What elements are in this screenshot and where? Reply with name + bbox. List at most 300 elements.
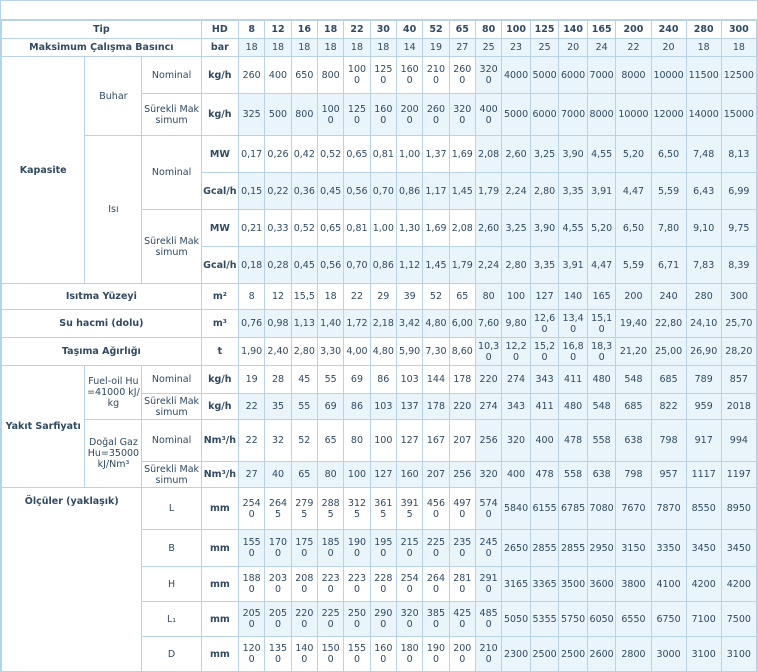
value-cell: 12000 bbox=[651, 94, 686, 136]
value-cell: 3,25 bbox=[530, 136, 559, 173]
value-cell: 3915 bbox=[396, 488, 422, 530]
value-cell: 1900 bbox=[423, 637, 449, 672]
value-cell: 22 bbox=[344, 284, 370, 310]
value-cell: 40 bbox=[265, 462, 291, 488]
value-cell: 25,70 bbox=[721, 310, 756, 338]
value-cell: 5355 bbox=[530, 602, 559, 637]
value-cell: 2350 bbox=[449, 530, 475, 567]
value-cell: 1700 bbox=[265, 530, 291, 567]
value-cell: 7870 bbox=[651, 488, 686, 530]
value-cell: 4,55 bbox=[559, 210, 588, 247]
value-cell: 5740 bbox=[475, 488, 501, 530]
value-cell: 3,25 bbox=[502, 210, 531, 247]
value-cell: 2018 bbox=[721, 394, 756, 420]
type-value: 8 bbox=[239, 21, 265, 39]
value-cell: 1000 bbox=[317, 94, 343, 136]
value-cell: 0,26 bbox=[265, 136, 291, 173]
dimension-unit: mm bbox=[201, 530, 238, 567]
value-cell: 558 bbox=[559, 462, 588, 488]
value-cell: 15,10 bbox=[587, 310, 616, 338]
value-cell: 274 bbox=[502, 366, 531, 394]
value-cell: 7,48 bbox=[686, 136, 721, 173]
value-cell: 12,60 bbox=[530, 310, 559, 338]
value-cell: 3,30 bbox=[317, 338, 343, 366]
value-cell: 178 bbox=[423, 394, 449, 420]
value-cell: 994 bbox=[721, 420, 756, 462]
value-cell: 3100 bbox=[721, 637, 756, 672]
value-cell: 1,69 bbox=[423, 210, 449, 247]
value-cell: 80 bbox=[317, 462, 343, 488]
value-cell: 2000 bbox=[449, 637, 475, 672]
value-cell: 0,70 bbox=[370, 173, 396, 210]
top-bar bbox=[1, 1, 757, 20]
dimension-unit: mm bbox=[201, 602, 238, 637]
dimension-unit: mm bbox=[201, 488, 238, 530]
value-cell: 0,56 bbox=[344, 173, 370, 210]
value-cell: 400 bbox=[530, 420, 559, 462]
value-cell: 55 bbox=[317, 366, 343, 394]
value-cell: 9,75 bbox=[721, 210, 756, 247]
value-cell: 0,81 bbox=[344, 210, 370, 247]
value-cell: 240 bbox=[651, 284, 686, 310]
value-cell: 6,50 bbox=[616, 210, 651, 247]
type-value: 16 bbox=[291, 21, 317, 39]
value-cell: 1,12 bbox=[396, 247, 422, 284]
weight-unit: t bbox=[201, 338, 238, 366]
value-cell: 480 bbox=[587, 366, 616, 394]
steam-unit: kg/h bbox=[201, 57, 238, 94]
value-cell: 28,20 bbox=[721, 338, 756, 366]
value-cell: 80 bbox=[475, 284, 501, 310]
value-cell: 9,10 bbox=[686, 210, 721, 247]
value-cell: 3450 bbox=[686, 530, 721, 567]
value-cell: 857 bbox=[721, 366, 756, 394]
value-cell: 3,90 bbox=[530, 210, 559, 247]
value-cell: 6,00 bbox=[449, 310, 475, 338]
value-cell: 2280 bbox=[370, 567, 396, 602]
table-row bbox=[2, 136, 757, 173]
value-cell: 1,45 bbox=[423, 247, 449, 284]
value-cell: 3,35 bbox=[530, 247, 559, 284]
type-value: 30 bbox=[370, 21, 396, 39]
boiler-spec-table bbox=[1, 20, 757, 672]
heating-surface-label: Isıtma Yüzeyi bbox=[2, 284, 202, 310]
value-cell: 25,00 bbox=[651, 338, 686, 366]
value-cell: 127 bbox=[370, 462, 396, 488]
value-cell: 69 bbox=[317, 394, 343, 420]
value-cell: 160 bbox=[396, 462, 422, 488]
value-cell: 1750 bbox=[291, 530, 317, 567]
value-cell: 6155 bbox=[530, 488, 559, 530]
value-cell: 2,80 bbox=[291, 338, 317, 366]
value-cell: 2600 bbox=[587, 637, 616, 672]
dimension-name: L bbox=[142, 488, 201, 530]
value-cell: 6050 bbox=[587, 602, 616, 637]
value-cell: 3100 bbox=[686, 637, 721, 672]
value-cell: 500 bbox=[265, 94, 291, 136]
type-value: 12 bbox=[265, 21, 291, 39]
value-cell: 2910 bbox=[475, 567, 501, 602]
value-cell: 2250 bbox=[317, 602, 343, 637]
value-cell: 18 bbox=[686, 39, 721, 57]
value-cell: 2540 bbox=[239, 488, 265, 530]
value-cell: 2810 bbox=[449, 567, 475, 602]
value-cell: 4970 bbox=[449, 488, 475, 530]
value-cell: 27 bbox=[239, 462, 265, 488]
value-cell: 2250 bbox=[423, 530, 449, 567]
type-value: 65 bbox=[449, 21, 475, 39]
value-cell: 6,99 bbox=[721, 173, 756, 210]
fuel-unit: Nm³/h bbox=[201, 462, 238, 488]
fuel-unit: Nm³/h bbox=[201, 420, 238, 462]
value-cell: 2200 bbox=[291, 602, 317, 637]
value-cell: 5,20 bbox=[587, 210, 616, 247]
value-cell: 4200 bbox=[721, 567, 756, 602]
value-cell: 280 bbox=[686, 284, 721, 310]
value-cell: 959 bbox=[686, 394, 721, 420]
value-cell: 1200 bbox=[239, 637, 265, 672]
value-cell: 10000 bbox=[651, 57, 686, 94]
value-cell: 18,30 bbox=[587, 338, 616, 366]
value-cell: 2885 bbox=[317, 488, 343, 530]
value-cell: 638 bbox=[616, 420, 651, 462]
dimension-name: D bbox=[142, 637, 201, 672]
value-cell: 1,40 bbox=[317, 310, 343, 338]
value-cell: 0,86 bbox=[370, 247, 396, 284]
pressure-label: Maksimum Çalışma Basıncı bbox=[2, 39, 202, 57]
value-cell: 8000 bbox=[587, 94, 616, 136]
heat-label: Isı bbox=[85, 136, 142, 284]
value-cell: 29 bbox=[370, 284, 396, 310]
value-cell: 300 bbox=[721, 284, 756, 310]
value-cell: 4250 bbox=[449, 602, 475, 637]
value-cell: 20 bbox=[559, 39, 588, 57]
value-cell: 2855 bbox=[559, 530, 588, 567]
value-cell: 0,36 bbox=[291, 173, 317, 210]
value-cell: 14 bbox=[396, 39, 422, 57]
value-cell: 325 bbox=[239, 94, 265, 136]
value-cell: 2855 bbox=[530, 530, 559, 567]
value-cell: 12500 bbox=[721, 57, 756, 94]
value-cell: 18 bbox=[370, 39, 396, 57]
value-cell: 3850 bbox=[423, 602, 449, 637]
value-cell: 86 bbox=[344, 394, 370, 420]
value-cell: 4,47 bbox=[587, 247, 616, 284]
value-cell: 3150 bbox=[616, 530, 651, 567]
value-cell: 789 bbox=[686, 366, 721, 394]
value-cell: 6000 bbox=[559, 57, 588, 94]
dimension-unit: mm bbox=[201, 567, 238, 602]
value-cell: 3,90 bbox=[559, 136, 588, 173]
value-cell: 52 bbox=[291, 420, 317, 462]
table-row bbox=[2, 488, 757, 530]
value-cell: 8,13 bbox=[721, 136, 756, 173]
type-value: 40 bbox=[396, 21, 422, 39]
value-cell: 1800 bbox=[396, 637, 422, 672]
type-value: 52 bbox=[423, 21, 449, 39]
value-cell: 24 bbox=[587, 39, 616, 57]
value-cell: 2,80 bbox=[530, 173, 559, 210]
value-cell: 1600 bbox=[396, 57, 422, 94]
value-cell: 1,90 bbox=[239, 338, 265, 366]
value-cell: 2,40 bbox=[265, 338, 291, 366]
value-cell: 8 bbox=[239, 284, 265, 310]
type-value: 240 bbox=[651, 21, 686, 39]
value-cell: 2,08 bbox=[449, 210, 475, 247]
value-cell: 19 bbox=[423, 39, 449, 57]
value-cell: 0,21 bbox=[239, 210, 265, 247]
value-cell: 220 bbox=[449, 394, 475, 420]
value-cell: 917 bbox=[686, 420, 721, 462]
value-cell: 8,60 bbox=[449, 338, 475, 366]
value-cell: 100 bbox=[344, 462, 370, 488]
type-value: 18 bbox=[317, 21, 343, 39]
value-cell: 10,30 bbox=[475, 338, 501, 366]
value-cell: 0,65 bbox=[317, 210, 343, 247]
value-cell: 274 bbox=[475, 394, 501, 420]
value-cell: 2150 bbox=[396, 530, 422, 567]
value-cell: 4,47 bbox=[616, 173, 651, 210]
value-cell: 167 bbox=[423, 420, 449, 462]
value-cell: 1,30 bbox=[396, 210, 422, 247]
value-cell: 3,91 bbox=[559, 247, 588, 284]
value-cell: 2640 bbox=[423, 567, 449, 602]
value-cell: 26,90 bbox=[686, 338, 721, 366]
heat-unit: Gcal/h bbox=[201, 173, 238, 210]
value-cell: 3125 bbox=[344, 488, 370, 530]
value-cell: 1950 bbox=[370, 530, 396, 567]
value-cell: 2230 bbox=[344, 567, 370, 602]
value-cell: 100 bbox=[370, 420, 396, 462]
value-cell: 2500 bbox=[559, 637, 588, 672]
value-cell: 2,80 bbox=[502, 247, 531, 284]
value-cell: 0,33 bbox=[265, 210, 291, 247]
value-cell: 127 bbox=[530, 284, 559, 310]
value-cell: 207 bbox=[423, 462, 449, 488]
steam-nominal-label: Nominal bbox=[142, 57, 201, 94]
value-cell: 13,40 bbox=[559, 310, 588, 338]
value-cell: 1,72 bbox=[344, 310, 370, 338]
fuel-rate-label: Sürekli Maksimum bbox=[142, 394, 201, 420]
fuel-unit: kg/h bbox=[201, 366, 238, 394]
value-cell: 24,10 bbox=[686, 310, 721, 338]
value-cell: 2,18 bbox=[370, 310, 396, 338]
dimensions-label: Ölçüler (yaklaşık) bbox=[2, 488, 142, 672]
value-cell: 137 bbox=[396, 394, 422, 420]
value-cell: 1,69 bbox=[449, 136, 475, 173]
value-cell: 1,79 bbox=[449, 247, 475, 284]
value-cell: 320 bbox=[475, 462, 501, 488]
value-cell: 8000 bbox=[616, 57, 651, 94]
value-cell: 2080 bbox=[291, 567, 317, 602]
value-cell: 4100 bbox=[651, 567, 686, 602]
fuel-label: Yakıt Sarfiyatı bbox=[2, 366, 85, 488]
value-cell: 411 bbox=[559, 366, 588, 394]
type-label: Tip bbox=[2, 21, 202, 39]
value-cell: 2800 bbox=[616, 637, 651, 672]
value-cell: 0,81 bbox=[370, 136, 396, 173]
value-cell: 1,37 bbox=[423, 136, 449, 173]
value-cell: 15,5 bbox=[291, 284, 317, 310]
heat-nominal-label: Nominal bbox=[142, 136, 201, 210]
value-cell: 5,90 bbox=[396, 338, 422, 366]
value-cell: 144 bbox=[423, 366, 449, 394]
value-cell: 2650 bbox=[502, 530, 531, 567]
value-cell: 22 bbox=[239, 420, 265, 462]
value-cell: 7000 bbox=[559, 94, 588, 136]
value-cell: 3200 bbox=[449, 94, 475, 136]
value-cell: 7670 bbox=[616, 488, 651, 530]
value-cell: 52 bbox=[423, 284, 449, 310]
value-cell: 220 bbox=[475, 366, 501, 394]
value-cell: 3600 bbox=[587, 567, 616, 602]
value-cell: 548 bbox=[616, 366, 651, 394]
value-cell: 0,98 bbox=[265, 310, 291, 338]
value-cell: 3800 bbox=[616, 567, 651, 602]
type-value: 125 bbox=[530, 21, 559, 39]
value-cell: 0,65 bbox=[344, 136, 370, 173]
table-row bbox=[2, 310, 757, 338]
dimension-name: L₁ bbox=[142, 602, 201, 637]
value-cell: 8550 bbox=[686, 488, 721, 530]
fuel-rate-label: Sürekli Maksimum bbox=[142, 462, 201, 488]
value-cell: 69 bbox=[344, 366, 370, 394]
type-value: 300 bbox=[721, 21, 756, 39]
value-cell: 1,17 bbox=[423, 173, 449, 210]
value-cell: 2540 bbox=[396, 567, 422, 602]
table-row bbox=[2, 338, 757, 366]
value-cell: 22 bbox=[616, 39, 651, 57]
value-cell: 4,00 bbox=[344, 338, 370, 366]
value-cell: 650 bbox=[291, 57, 317, 94]
value-cell: 9,80 bbox=[502, 310, 531, 338]
weight-label: Taşıma Ağırlığı bbox=[2, 338, 202, 366]
value-cell: 800 bbox=[317, 57, 343, 94]
value-cell: 15,20 bbox=[530, 338, 559, 366]
value-cell: 18 bbox=[265, 39, 291, 57]
value-cell: 0,45 bbox=[291, 247, 317, 284]
value-cell: 2,24 bbox=[502, 173, 531, 210]
capacity-label: Kapasite bbox=[2, 57, 85, 284]
value-cell: 1,79 bbox=[475, 173, 501, 210]
value-cell: 1250 bbox=[344, 94, 370, 136]
value-cell: 21,20 bbox=[616, 338, 651, 366]
value-cell: 260 bbox=[239, 57, 265, 94]
value-cell: 2100 bbox=[423, 57, 449, 94]
value-cell: 0,70 bbox=[344, 247, 370, 284]
value-cell: 6,43 bbox=[686, 173, 721, 210]
value-cell: 18 bbox=[317, 284, 343, 310]
value-cell: 1850 bbox=[317, 530, 343, 567]
value-cell: 0,52 bbox=[317, 136, 343, 173]
pressure-unit: bar bbox=[201, 39, 238, 57]
heat-unit: MW bbox=[201, 210, 238, 247]
fuel-rate-label: Nominal bbox=[142, 366, 201, 394]
heat-unit: MW bbox=[201, 136, 238, 173]
value-cell: 14000 bbox=[686, 94, 721, 136]
value-cell: 207 bbox=[449, 420, 475, 462]
value-cell: 400 bbox=[265, 57, 291, 94]
value-cell: 28 bbox=[265, 366, 291, 394]
value-cell: 2230 bbox=[317, 567, 343, 602]
value-cell: 3000 bbox=[651, 637, 686, 672]
value-cell: 3350 bbox=[651, 530, 686, 567]
type-value: 22 bbox=[344, 21, 370, 39]
value-cell: 2645 bbox=[265, 488, 291, 530]
value-cell: 4,80 bbox=[370, 338, 396, 366]
value-cell: 6550 bbox=[616, 602, 651, 637]
value-cell: 200 bbox=[616, 284, 651, 310]
heating-surface-unit: m² bbox=[201, 284, 238, 310]
type-value: 140 bbox=[559, 21, 588, 39]
value-cell: 2,60 bbox=[475, 210, 501, 247]
value-cell: 2050 bbox=[239, 602, 265, 637]
value-cell: 400 bbox=[502, 462, 531, 488]
value-cell: 4850 bbox=[475, 602, 501, 637]
value-cell: 2000 bbox=[396, 94, 422, 136]
value-cell: 18 bbox=[239, 39, 265, 57]
value-cell: 2,60 bbox=[502, 136, 531, 173]
value-cell: 957 bbox=[651, 462, 686, 488]
value-cell: 3450 bbox=[721, 530, 756, 567]
value-cell: 5750 bbox=[559, 602, 588, 637]
value-cell: 2950 bbox=[587, 530, 616, 567]
value-cell: 15000 bbox=[721, 94, 756, 136]
value-cell: 19,40 bbox=[616, 310, 651, 338]
natural-gas-label: Doğal Gaz Hu=35000 kJ/Nm³ bbox=[85, 420, 142, 488]
table-row bbox=[2, 366, 757, 394]
value-cell: 27 bbox=[449, 39, 475, 57]
value-cell: 5840 bbox=[502, 488, 531, 530]
value-cell: 0,28 bbox=[265, 247, 291, 284]
value-cell: 1600 bbox=[370, 637, 396, 672]
value-cell: 4,80 bbox=[423, 310, 449, 338]
value-cell: 2050 bbox=[265, 602, 291, 637]
value-cell: 39 bbox=[396, 284, 422, 310]
steam-label: Buhar bbox=[85, 57, 142, 136]
value-cell: 3,42 bbox=[396, 310, 422, 338]
value-cell: 2500 bbox=[344, 602, 370, 637]
value-cell: 0,22 bbox=[265, 173, 291, 210]
value-cell: 0,18 bbox=[239, 247, 265, 284]
value-cell: 411 bbox=[530, 394, 559, 420]
value-cell: 3200 bbox=[475, 57, 501, 94]
type-value: 200 bbox=[616, 21, 651, 39]
value-cell: 7,30 bbox=[423, 338, 449, 366]
steam-unit: kg/h bbox=[201, 94, 238, 136]
value-cell: 558 bbox=[587, 420, 616, 462]
value-cell: 65 bbox=[291, 462, 317, 488]
value-cell: 19 bbox=[239, 366, 265, 394]
value-cell: 65 bbox=[317, 420, 343, 462]
value-cell: 0,15 bbox=[239, 173, 265, 210]
dimension-unit: mm bbox=[201, 637, 238, 672]
value-cell: 343 bbox=[502, 394, 531, 420]
value-cell: 3365 bbox=[530, 567, 559, 602]
heat-max-label: Sürekli Maksimum bbox=[142, 210, 201, 284]
value-cell: 2900 bbox=[370, 602, 396, 637]
value-cell: 18 bbox=[317, 39, 343, 57]
value-cell: 800 bbox=[291, 94, 317, 136]
value-cell: 0,45 bbox=[317, 173, 343, 210]
value-cell: 45 bbox=[291, 366, 317, 394]
type-value: 280 bbox=[686, 21, 721, 39]
value-cell: 86 bbox=[370, 366, 396, 394]
fuel-oil-label: Fuel-oil Hu=41000 kJ/kg bbox=[85, 366, 142, 420]
table-row bbox=[2, 39, 757, 57]
value-cell: 80 bbox=[344, 420, 370, 462]
value-cell: 1900 bbox=[344, 530, 370, 567]
